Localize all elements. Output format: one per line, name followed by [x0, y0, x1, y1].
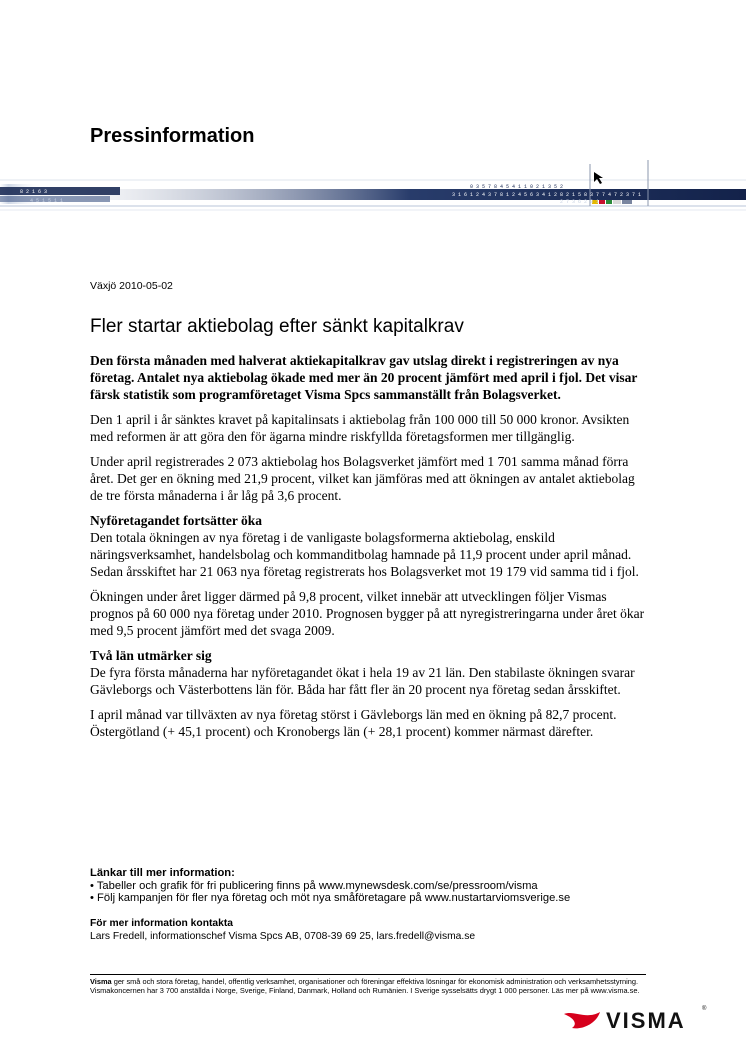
banner-digits-left-2: 4 5 1 5 1 1: [30, 198, 64, 204]
body-paragraph: Ökningen under året ligger därmed på 9,8 procent, vilket innebär att utvecklingen följer Vismas prognos på 60 000 nya företag under 2010. Prognosen bygger på att nyregistreringarna under året ökar med 9,5 procent jämfört med det svaga 2009.: [90, 589, 645, 638]
visma-swoosh-icon: [564, 1012, 600, 1028]
contact-section: [90, 918, 650, 943]
body-paragraph: De fyra första månaderna har nyföretagandet ökat i hela 19 av 21 län. Den stabilaste ökningen svarar Gävleborgs och Västerbottens län för. Båda har fått fler än 20 procent nya företag sedan årsskiftet.: [90, 665, 635, 697]
footer-text: [90, 977, 650, 995]
footer-brand: Visma: [90, 977, 112, 986]
links-heading: Länkar till mer information:: [90, 867, 235, 879]
banner-digits-right-1: 0 3 5 7 8 4 5 4 1 1 0 2 1 3 5 2: [470, 184, 564, 190]
section-heading: Två län utmärker sig: [90, 648, 212, 663]
headline: Fler startar aktiebolag efter sänkt kapitalkrav: [90, 316, 464, 337]
body-paragraph: Den totala ökningen av nya företag i de vanligaste bolagsformerna aktiebolag, enskild näringsverksamhet, handelsbolag och kommanditbolag hamnade på 11,9 procent under april månad. Sedan årsskiftet har 21 063 nya företag registrerats hos Bolagsverket mot 19 179 vid samma tid i fjol.: [90, 530, 639, 579]
page-title: Pressinformation: [90, 125, 255, 147]
header-banner: [0, 158, 746, 214]
links-section: [90, 867, 650, 905]
banner-digits-left-1: 8 2 1 6 3: [20, 189, 48, 195]
contact-line[interactable]: Lars Fredell, informationschef Visma Spcs AB, 0708-39 69 25, lars.fredell@visma.se: [90, 930, 476, 942]
body-paragraph: Den 1 april i år sänktes kravet på kapitalinsats i aktiebolag från 100 000 till 50 000 kronor. Avsikten med reformen är att göra den för ägarna mindre riskfyllda företagsformen mer tillgänglig.: [90, 412, 630, 444]
article-body: [90, 352, 646, 748]
lead-paragraph: Den första månaden med halverat aktiekapitalkrav gav utslag direkt i registreringen av nya företag. Antalet nya aktiebolag ökade med mer än 20 procent jämfört med april i fjol. Det visar färsk statistik som programföretaget Visma Spcs sammanställt från Bolagsverket.: [90, 353, 638, 402]
link-item[interactable]: • Tabeller och grafik för fri publicering finns på www.mynewsdesk.com/se/pressroom/visma: [90, 879, 538, 892]
link-item[interactable]: • Följ kampanjen för fler nya företag och möt nya småföretagare på www.nustartarviomsverige.se: [90, 892, 571, 904]
visma-logo: [562, 1000, 712, 1034]
footer-body: ger små och stora företag, handel, offentlig verksamhet, organisationer och föreningar effektiva lösningar för ekonomisk administration och verksamhetsstyrning. Vismakoncernen har 3 700 anställda i Norge, Sverige, Finland, Danmark, Holland och Rumänien. I Sverige sysselsätts drygt 1 000 personer. Läs mer på www.visma.se.: [90, 977, 640, 996]
dateline: Växjö 2010-05-02: [90, 280, 173, 292]
footer-divider: [90, 974, 646, 975]
banner-digits-right-2: 3 1 6 1 2 4 3 7 8 1 2 4 5 6 3 4 1 2 8 2 1 5 8 3 7 7 4 7 2 3 7 1: [452, 192, 642, 198]
logo-registered-mark: ®: [702, 1006, 707, 1012]
banner-digits-right-3: 2 7 3 6 2 3 1: [560, 199, 600, 205]
logo-wordmark: VISMA: [606, 1008, 686, 1033]
body-paragraph: Under april registrerades 2 073 aktiebolag hos Bolagsverket jämfört med 1 701 samma månad förra året. Det ger en ökning med 21,9 procent, vilket kan jämföras med att ökningen av antalet aktiebolag de tre första månaderna i år låg på 3,6 procent.: [90, 454, 635, 503]
body-paragraph: I april månad var tillväxten av nya företag störst i Gävleborgs län med en ökning på 82,7 procent. Östergötland (+ 45,1 procent) och Kronobergs län (+ 28,1 procent) kommer närmast därefter.: [90, 707, 617, 739]
contact-heading: För mer information kontakta: [90, 918, 234, 929]
section-heading: Nyföretagandet fortsätter öka: [90, 513, 262, 528]
